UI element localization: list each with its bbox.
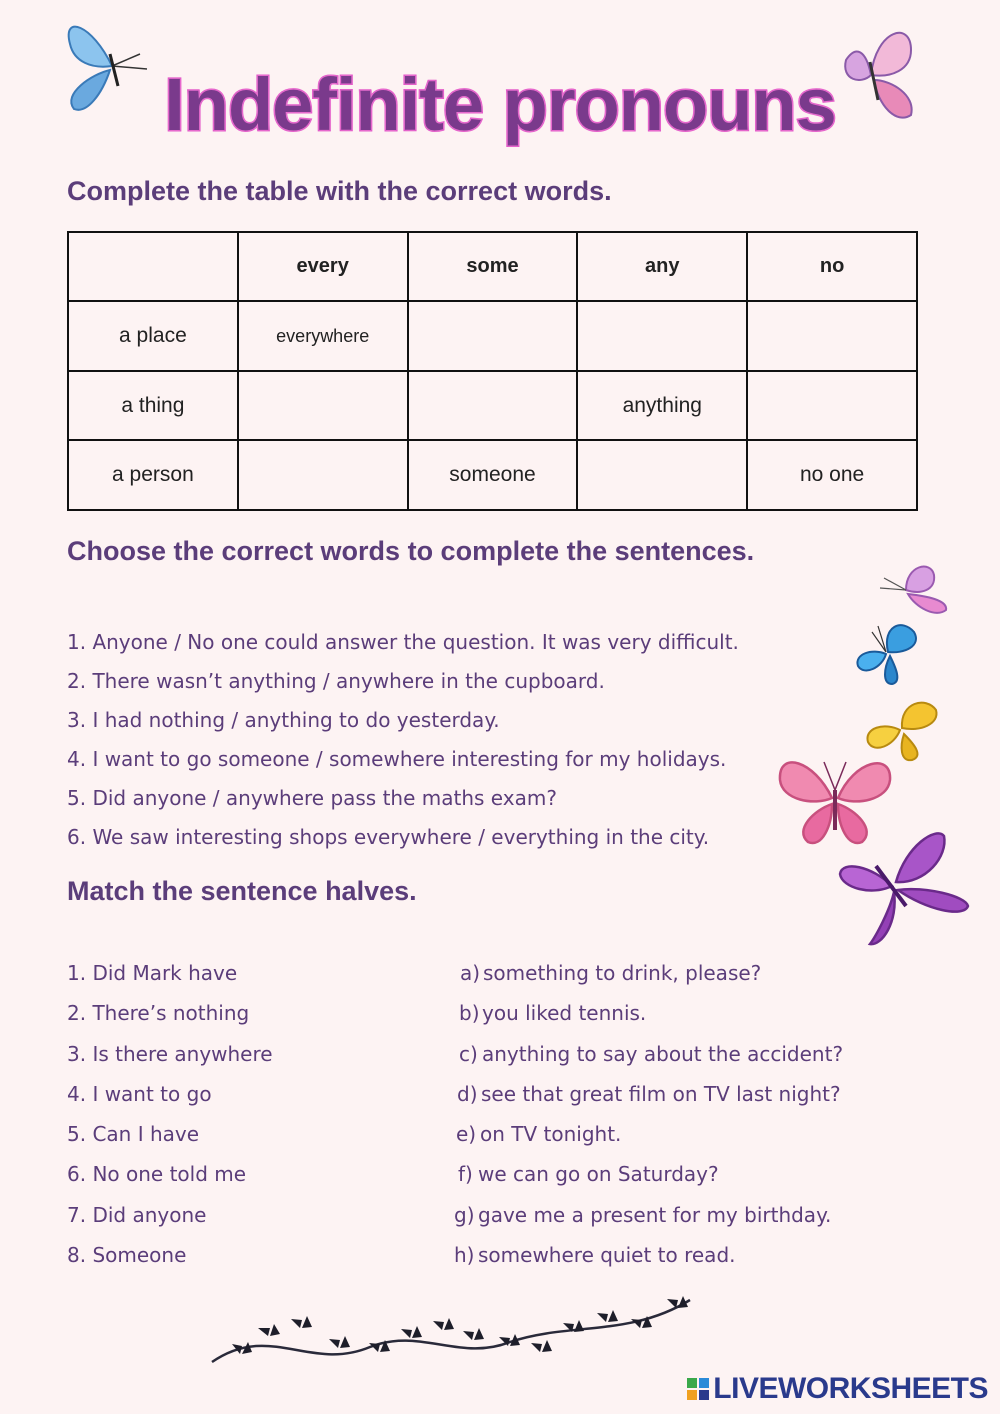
- sentence-item[interactable]: 3. I had nothing / anything to do yesterday.: [67, 708, 500, 732]
- match-letter[interactable]: f): [458, 1162, 473, 1186]
- answer-cell[interactable]: someone: [408, 440, 578, 510]
- match-left-item[interactable]: 6. No one told me: [67, 1162, 247, 1186]
- brand-name: LIVEWORKSHEETS: [713, 1372, 988, 1405]
- match-letter[interactable]: a): [460, 961, 481, 985]
- section1-heading: Complete the table with the correct words.: [67, 176, 612, 206]
- row-label: a thing: [68, 371, 238, 440]
- match-left-item[interactable]: 2. There’s nothing: [67, 1001, 250, 1025]
- answer-cell[interactable]: [747, 371, 917, 440]
- match-letter[interactable]: e): [456, 1122, 477, 1146]
- answer-cell[interactable]: [408, 301, 578, 371]
- answer-cell[interactable]: [577, 440, 747, 510]
- match-right-item[interactable]: you liked tennis.: [482, 1001, 647, 1025]
- table-header: [68, 232, 238, 301]
- section3-heading: Match the sentence halves.: [67, 876, 417, 906]
- answer-cell[interactable]: anything: [577, 371, 747, 440]
- match-right-item[interactable]: on TV tonight.: [480, 1122, 622, 1146]
- match-letter[interactable]: d): [457, 1082, 478, 1106]
- sentence-item[interactable]: 5. Did anyone / anywhere pass the maths exam?: [67, 786, 557, 810]
- row-label: a person: [68, 440, 238, 510]
- answer-cell[interactable]: [238, 371, 408, 440]
- match-right-item[interactable]: see that great film on TV last night?: [481, 1082, 841, 1106]
- table-row: [68, 440, 917, 510]
- match-left-item[interactable]: 3. Is there anywhere: [67, 1042, 273, 1066]
- answer-cell[interactable]: [747, 301, 917, 371]
- liveworksheets-logo-icon: [687, 1378, 709, 1400]
- answer-cell[interactable]: [238, 440, 408, 510]
- answer-cell[interactable]: no one: [747, 440, 917, 510]
- table-header: some: [408, 232, 578, 301]
- match-right-item[interactable]: somewhere quiet to read.: [478, 1243, 736, 1267]
- match-left-item[interactable]: 1. Did Mark have: [67, 961, 238, 985]
- small-blue-butterfly-icon: [852, 618, 924, 688]
- match-left-item[interactable]: 8. Someone: [67, 1243, 187, 1267]
- match-right-item[interactable]: anything to say about the accident?: [482, 1042, 844, 1066]
- match-letter[interactable]: g): [454, 1203, 475, 1227]
- table-header: every: [238, 232, 408, 301]
- small-pink-butterfly-icon: [876, 560, 952, 618]
- sentence-item[interactable]: 1. Anyone / No one could answer the question. It was very difficult.: [67, 630, 739, 654]
- match-letter[interactable]: c): [459, 1042, 478, 1066]
- table-header: any: [577, 232, 747, 301]
- sentence-item[interactable]: 2. There wasn’t anything / anywhere in the cupboard.: [67, 669, 605, 693]
- answer-cell[interactable]: everywhere: [238, 301, 408, 371]
- match-left-item[interactable]: 7. Did anyone: [67, 1203, 207, 1227]
- large-purple-butterfly-icon: [836, 826, 976, 950]
- table-row: [68, 371, 917, 440]
- table-row: [68, 301, 917, 371]
- sentence-item[interactable]: 4. I want to go someone / somewhere interesting for my holidays.: [67, 747, 727, 771]
- section2-heading: Choose the correct words to complete the sentences.: [67, 536, 755, 566]
- match-left-item[interactable]: 4. I want to go: [67, 1082, 212, 1106]
- answer-cell[interactable]: [577, 301, 747, 371]
- match-right-item[interactable]: something to drink, please?: [483, 961, 762, 985]
- brand-logo[interactable]: [687, 1372, 988, 1406]
- sentence-item[interactable]: 6. We saw interesting shops everywhere / everything in the city.: [67, 825, 710, 849]
- match-letter[interactable]: h): [454, 1243, 475, 1267]
- page-title: Indefinite pronouns: [164, 63, 836, 146]
- match-right-item[interactable]: we can go on Saturday?: [478, 1162, 719, 1186]
- table-header: no: [747, 232, 917, 301]
- match-left-item[interactable]: 5. Can I have: [67, 1122, 200, 1146]
- answer-cell[interactable]: [408, 371, 578, 440]
- match-letter[interactable]: b): [459, 1001, 480, 1025]
- match-right-item[interactable]: gave me a present for my birthday.: [478, 1203, 832, 1227]
- row-label: a place: [68, 301, 238, 371]
- butterfly-vine-icon: [210, 1292, 695, 1378]
- table-header-row: [68, 232, 917, 301]
- pronoun-table: [67, 231, 918, 511]
